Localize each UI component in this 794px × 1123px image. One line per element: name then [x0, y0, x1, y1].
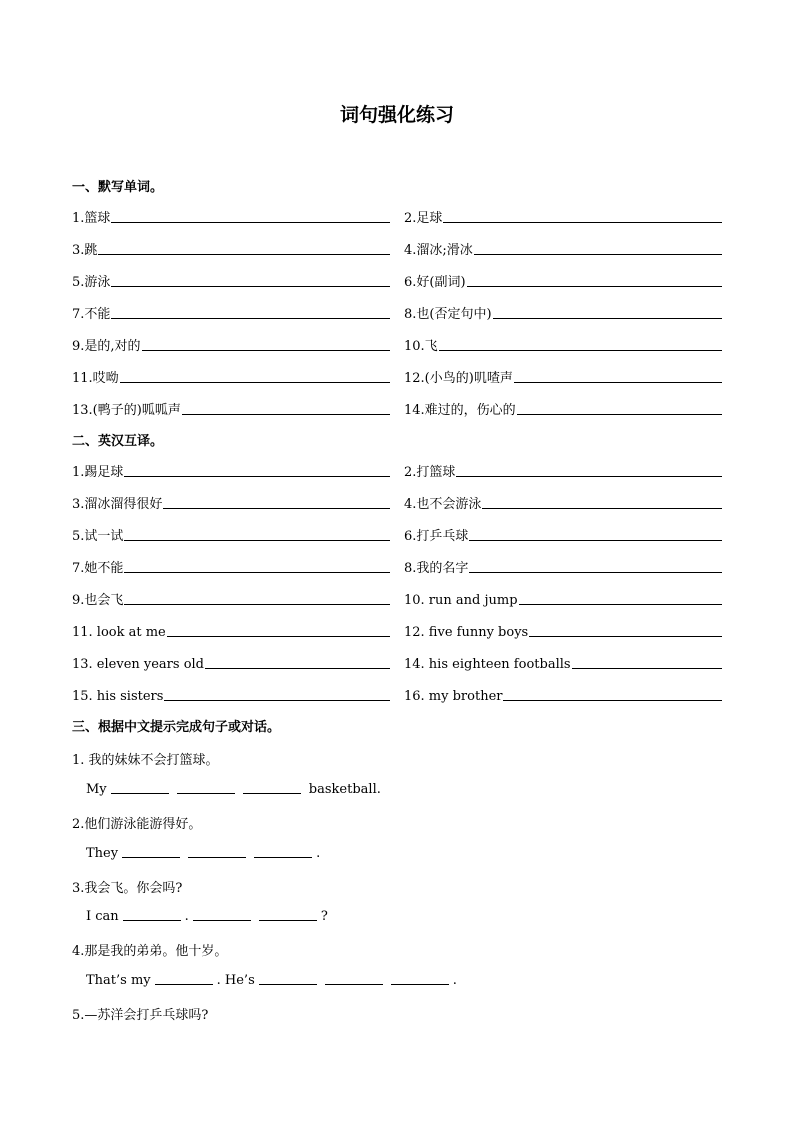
dictation-item: 3.跳	[72, 238, 390, 258]
question-prompt: 4.那是我的弟弟。他十岁。	[72, 944, 228, 959]
section-heading-dictation: 一、默写单词。	[72, 180, 164, 195]
fill-blank[interactable]	[188, 845, 246, 858]
translation-item: 13. eleven years old	[72, 652, 390, 672]
question-prompt: 2.他们游泳能游得好。	[72, 817, 202, 832]
fill-blank[interactable]	[325, 972, 383, 985]
question-prompt: 3.我会飞。你会吗?	[72, 881, 183, 896]
dictation-item: 14.难过的，伤心的	[404, 398, 722, 418]
answer-line[interactable]	[474, 254, 722, 255]
translation-item: 8.我的名字	[404, 556, 722, 576]
fill-blank[interactable]	[193, 908, 251, 921]
answer-line[interactable]	[205, 668, 390, 669]
dictation-item: 2.足球	[404, 206, 722, 226]
answer-line[interactable]	[469, 572, 722, 573]
fill-blank[interactable]	[122, 845, 180, 858]
answer-line[interactable]	[111, 222, 390, 223]
fill-blank[interactable]	[254, 845, 312, 858]
answer-line[interactable]	[164, 700, 390, 701]
answer-line[interactable]	[467, 286, 722, 287]
dictation-item: 4.溜冰;滑冰	[404, 238, 722, 258]
translation-item: 6.打乒乓球	[404, 524, 722, 544]
translation-item: 14. his eighteen footballs	[404, 652, 722, 672]
answer-line[interactable]	[142, 350, 390, 351]
translation-item: 1.踢足球	[72, 460, 390, 480]
dictation-item: 13.(鸭子的)呱呱声	[72, 398, 390, 418]
translation-item: 10. run and jump	[404, 588, 722, 608]
dictation-item: 12.(小鸟的)叽喳声	[404, 366, 722, 386]
answer-line[interactable]	[111, 286, 390, 287]
answer-line[interactable]	[439, 350, 722, 351]
dictation-item: 6.好(副词)	[404, 270, 722, 290]
translation-item: 9.也会飞	[72, 588, 390, 608]
fill-blank[interactable]	[243, 781, 301, 794]
answer-line[interactable]	[98, 254, 390, 255]
answer-line[interactable]	[120, 382, 390, 383]
fill-blank[interactable]	[177, 781, 235, 794]
dictation-item: 7.不能	[72, 302, 390, 322]
translation-item: 12. five funny boys	[404, 620, 722, 640]
answer-line[interactable]	[503, 700, 722, 701]
question-prompt: 1. 我的妹妹不会打篮球。	[72, 753, 219, 768]
translation-item: 15. his sisters	[72, 684, 390, 704]
fill-blank[interactable]	[259, 908, 317, 921]
section-heading-completion: 三、根据中文提示完成句子或对话。	[72, 720, 281, 735]
answer-line[interactable]	[514, 382, 722, 383]
answer-line[interactable]	[124, 604, 390, 605]
translation-item: 16. my brother	[404, 684, 722, 704]
answer-line[interactable]	[517, 414, 722, 415]
answer-sentence: My basketball.	[86, 782, 381, 797]
translation-item: 7.她不能	[72, 556, 390, 576]
page-title: 词句强化练习	[339, 104, 454, 126]
answer-line[interactable]	[482, 508, 722, 509]
fill-blank[interactable]	[155, 972, 213, 985]
dictation-item: 5.游泳	[72, 270, 390, 290]
fill-blank[interactable]	[391, 972, 449, 985]
answer-line[interactable]	[529, 636, 722, 637]
translation-item: 2.打篮球	[404, 460, 722, 480]
answer-line[interactable]	[111, 318, 390, 319]
answer-line[interactable]	[456, 476, 722, 477]
answer-line[interactable]	[124, 476, 390, 477]
answer-line[interactable]	[469, 540, 722, 541]
dictation-item: 8.也(否定句中)	[404, 302, 722, 322]
dictation-item: 1.篮球	[72, 206, 390, 226]
answer-line[interactable]	[443, 222, 722, 223]
dictation-item: 11.哎呦	[72, 366, 390, 386]
answer-line[interactable]	[572, 668, 722, 669]
translation-item: 11. look at me	[72, 620, 390, 640]
translation-item: 3.溜冰溜得很好	[72, 492, 390, 512]
section-heading-translation: 二、英汉互译。	[72, 434, 164, 449]
answer-line[interactable]	[182, 414, 390, 415]
translation-item: 4.也不会游泳	[404, 492, 722, 512]
answer-line[interactable]	[167, 636, 390, 637]
answer-line[interactable]	[519, 604, 722, 605]
answer-line[interactable]	[124, 572, 390, 573]
fill-blank[interactable]	[111, 781, 169, 794]
dictation-item: 9.是的,对的	[72, 334, 390, 354]
fill-blank[interactable]	[123, 908, 181, 921]
question-prompt: 5.—苏洋会打乒乓球吗?	[72, 1008, 209, 1023]
answer-sentence: I can . ?	[86, 909, 328, 924]
translation-item: 5.试一试	[72, 524, 390, 544]
answer-line[interactable]	[163, 508, 390, 509]
dictation-item: 10.飞	[404, 334, 722, 354]
answer-sentence: They .	[86, 846, 321, 861]
answer-sentence: That’s my . He’s .	[86, 973, 457, 988]
answer-line[interactable]	[493, 318, 722, 319]
fill-blank[interactable]	[259, 972, 317, 985]
answer-line[interactable]	[124, 540, 390, 541]
